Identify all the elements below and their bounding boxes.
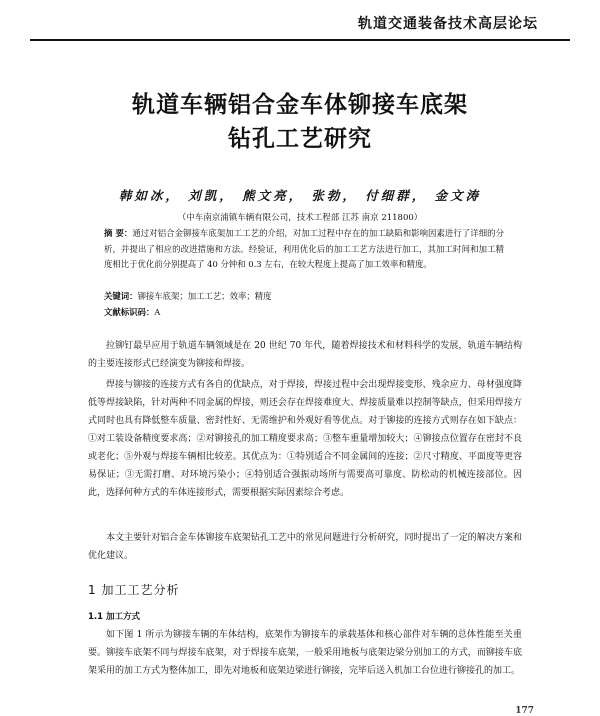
- authors: 韩如冰， 刘凯， 熊文亮， 张勃， 付细群， 金文涛: [118, 188, 482, 203]
- keywords-label: 关键词：: [104, 291, 138, 301]
- keywords-text: 铆接车底架；加工工艺；效率；精度: [137, 291, 272, 301]
- paragraph-1: 拉铆钉最早应用于轨道车辆领域是在 20 世纪 70 年代，随着焊接技术和材料科学的发展，轨道车辆结构的主要连接形式已经演变为铆接和焊接。: [88, 341, 522, 369]
- title-line-2: 钻孔工艺研究: [228, 126, 372, 152]
- page-header: [0, 0, 600, 36]
- affiliation: （中车南京浦镇车辆有限公司，技术工程部 江苏 南京 211800）: [177, 213, 423, 223]
- paragraph-2: 焊接与铆接的连接方式有各自的优缺点，对于焊接，焊接过程中会出现焊接变形、残余应力、母材强度降低等焊接缺陷，针对两种不同金属的焊接，则还会存在焊接难度大、焊接质量难以控制等缺点，但采用焊接方式同时也具有降低整车质量、密封性好、无需维护和外观好看等优点。对于铆接的连接方式则存在如下缺点：①对工装设备精度要求高；②对铆接孔的加工精度要求高；③整车重量增加较大；④铆接点位置存在密封不良或老化；⑤外观与焊接车辆相比较差。其优点为：①特别适合不同金属间的连接；②尺寸精度、平面度等更容易保证；③无需打磨、对环境污染小；④特别适合强振动场所与需要高可靠度、防松动的机械连接部位。因此，选择何种方式的车体连接形式，需要根据实际因素综合考虑。: [88, 380, 522, 498]
- paragraph-3: 本文主要针对铝合金车体铆接车底架钻孔工艺中的常见问题进行分析研究，同时提出了一定的解决方案和优化建议。: [88, 533, 522, 561]
- abstract-text: 通过对铝合金铆接车底架加工工艺的介绍，对加工过程中存在的加工缺陷和影响因素进行了详细的分析，并提出了相应的改进措施和方法。经验证，利用优化后的加工工艺方法进行加工，其加工时间和加工精度相比于优化前分别提高了 40 分钟和 0.3 左右，在较大程度上提高了加工效率和精度。: [104, 228, 504, 269]
- classification-code: [104, 306, 160, 318]
- header-rule: [30, 39, 570, 41]
- section-heading: 1 加工工艺分析: [88, 583, 180, 597]
- abstract-label: 摘 要：: [104, 228, 133, 238]
- classification-label: 文献标识码：: [104, 307, 155, 317]
- paragraph-4: 如下图 1 所示为铆接车辆的车体结构，底架作为铆接车的承载基体和核心部件对车辆的总体性能至关重要。铆接车底架不同与焊接车底架，对于焊接车底架，一般采用地板与底架边梁分别加工的方式，而铆接车底架采用的加工方式为整体加工，即先对地板和底架边梁进行铆接，完毕后送入机加工台位进行铆接孔的加工。: [88, 630, 522, 676]
- journal-name: 轨道交通装备技术高层论坛: [358, 16, 538, 32]
- classification-text: A: [154, 307, 161, 317]
- subsection-heading: 1.1 加工方式: [88, 612, 141, 622]
- keywords: [104, 290, 272, 302]
- page-number: 177: [515, 706, 534, 716]
- abstract: [104, 226, 504, 273]
- title-line-1: 轨道车辆铝合金车体铆接车底架: [132, 92, 468, 118]
